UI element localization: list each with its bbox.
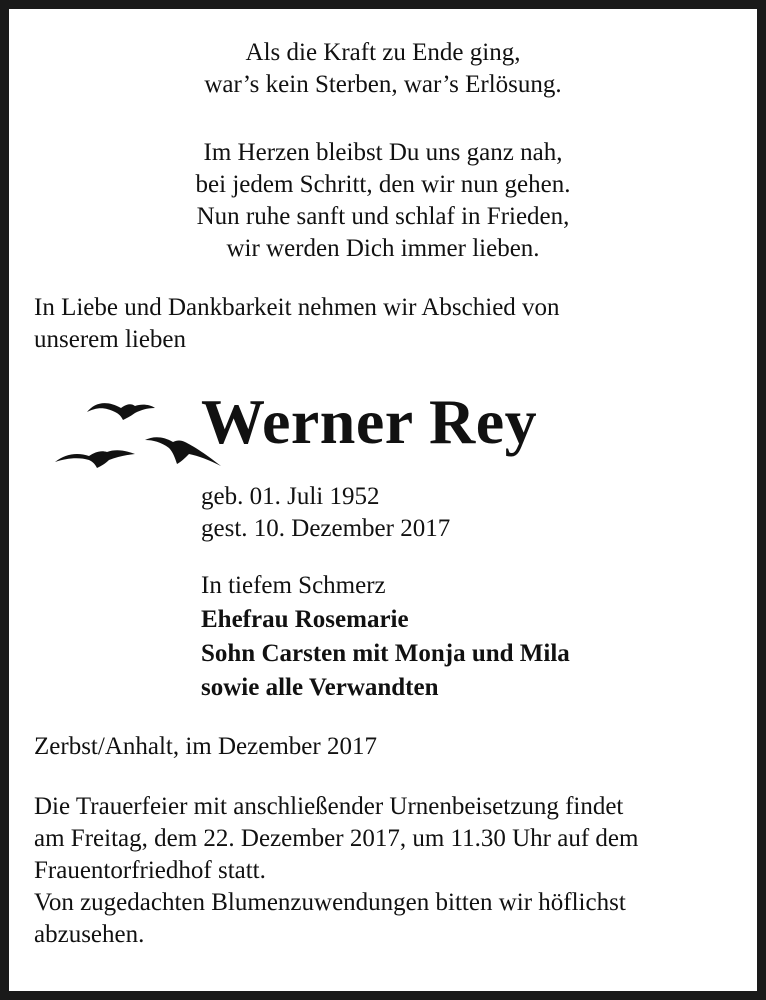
ceremony-info bbox=[34, 791, 734, 951]
verse-1-line-2: war’s kein Sterben, war’s Erlösung. bbox=[204, 71, 562, 98]
intro-line-1: In Liebe und Dankbarkeit nehmen wir Abschied von bbox=[34, 294, 560, 321]
verse-1-line-1: Als die Kraft zu Ende ging, bbox=[245, 39, 521, 66]
verse-2 bbox=[9, 137, 757, 265]
ceremony-line-4: Von zugedachten Blumenzuwendungen bitten wir höflichst bbox=[34, 889, 626, 916]
obituary-notice bbox=[9, 9, 757, 991]
death-date: gest. 10. Dezember 2017 bbox=[201, 515, 451, 542]
verse-2-line-1: Im Herzen bleibst Du uns ganz nah, bbox=[203, 139, 563, 166]
ceremony-line-5: abzusehen. bbox=[34, 921, 145, 948]
flying-birds-icon bbox=[43, 394, 223, 469]
intro-text bbox=[34, 292, 734, 356]
mourner-line-2: Sohn Carsten mit Monja und Mila bbox=[201, 640, 570, 667]
mourner-line-1: Ehefrau Rosemarie bbox=[201, 606, 409, 633]
intro-line-2: unserem lieben bbox=[34, 326, 187, 353]
verse-1 bbox=[9, 37, 757, 101]
ceremony-line-2: am Freitag, dem 22. Dezember 2017, um 11.30 Uhr auf dem bbox=[34, 825, 639, 852]
verse-2-line-4: wir werden Dich immer lieben. bbox=[226, 235, 540, 262]
life-dates bbox=[201, 481, 450, 545]
ceremony-line-3: Frauentorfriedhof statt. bbox=[34, 857, 266, 884]
place-date: Zerbst/Anhalt, im Dezember 2017 bbox=[34, 733, 377, 760]
mourner-line-3: sowie alle Verwandten bbox=[201, 674, 439, 701]
deceased-name: Werner Rey bbox=[201, 386, 538, 457]
verse-2-line-2: bei jedem Schritt, den wir nun gehen. bbox=[195, 171, 571, 198]
verse-2-line-3: Nun ruhe sanft und schlaf in Frieden, bbox=[196, 203, 570, 230]
birth-date: geb. 01. Juli 1952 bbox=[201, 483, 380, 510]
mourners-intro: In tiefem Schmerz bbox=[201, 572, 386, 599]
ceremony-line-1: Die Trauerfeier mit anschließender Urnenbeisetzung findet bbox=[34, 793, 624, 820]
mourners-block bbox=[201, 569, 570, 705]
